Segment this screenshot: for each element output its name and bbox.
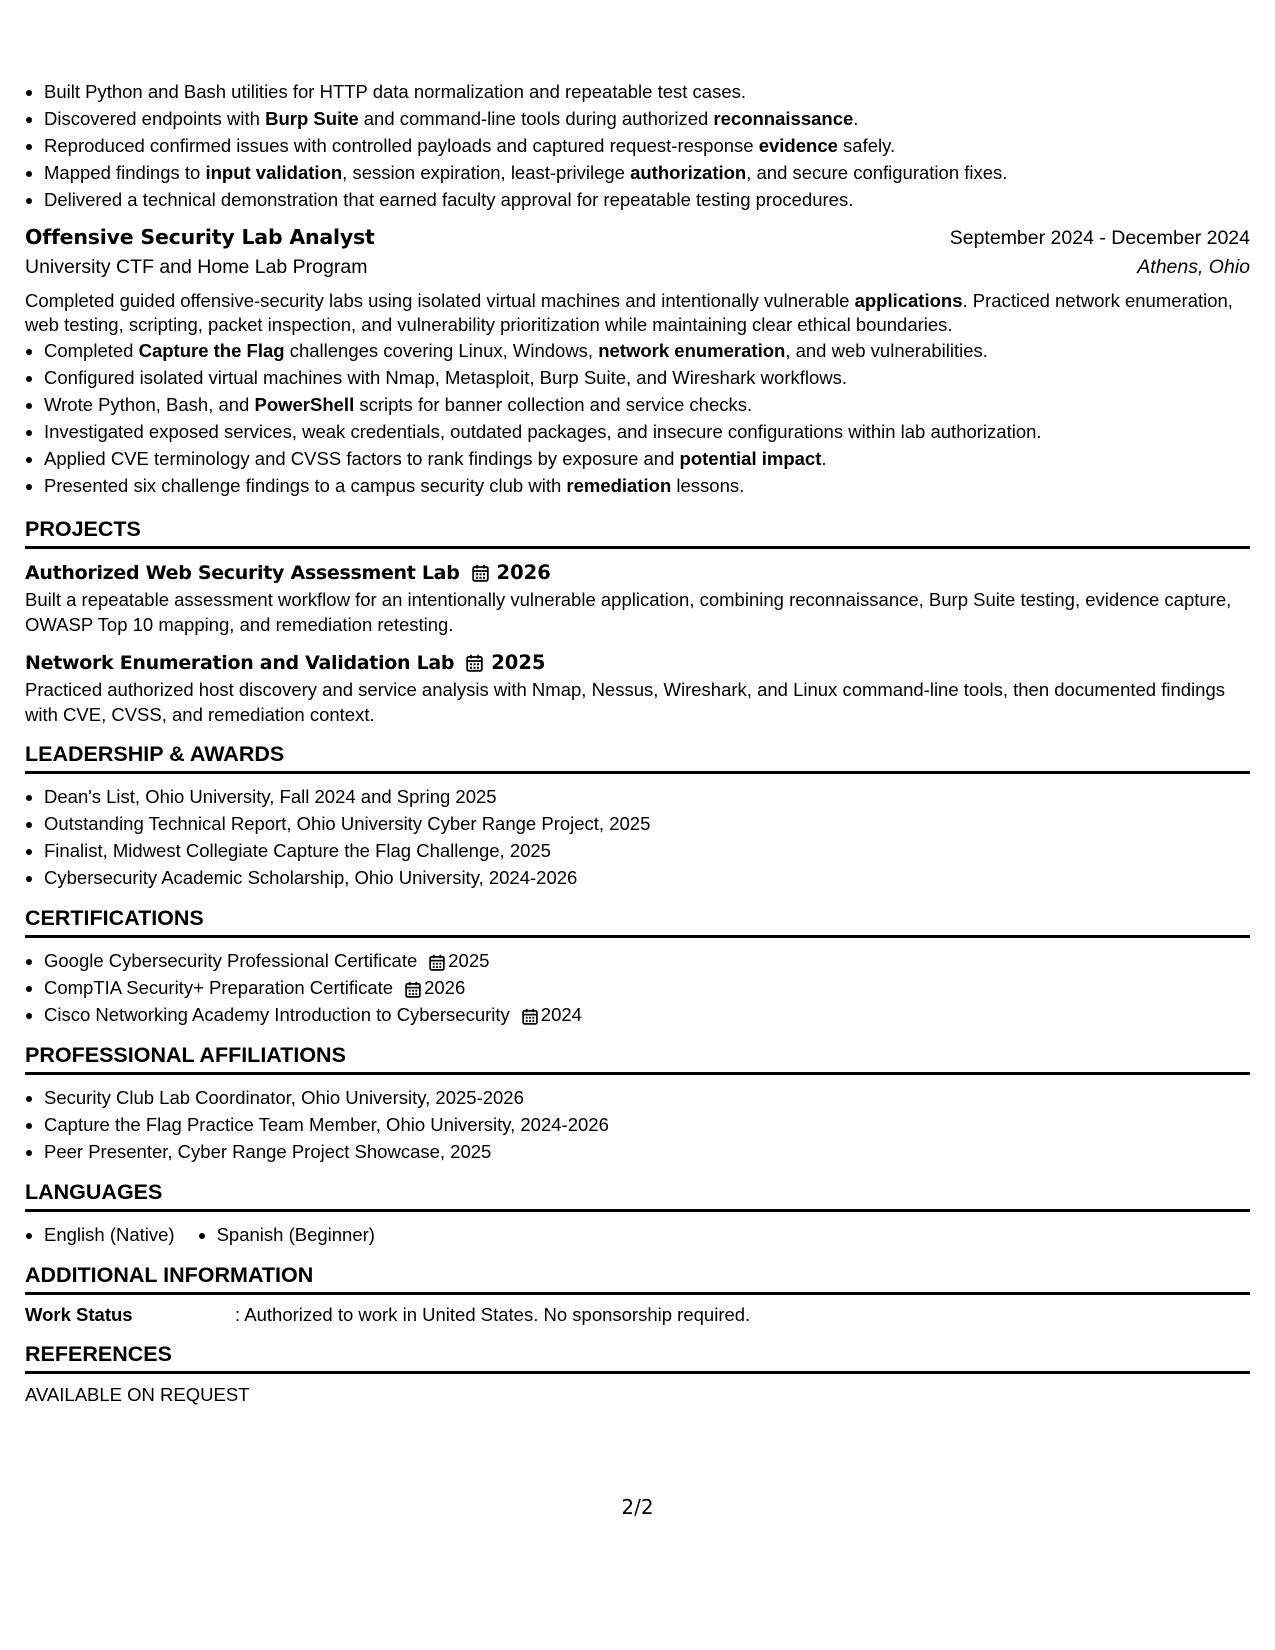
affiliations-list [25,1084,1250,1165]
list-item: • Discovered endpoints with Burp Suite and command-line tools during authorized reconnaissance. [44,105,1250,132]
language-item: • Spanish (Beginner) [217,1221,375,1248]
previous-role-bullets [25,78,1250,213]
certification-name: Google Cybersecurity Professional Certificate [44,950,418,971]
work-status-row [25,1303,1250,1327]
list-item [44,974,1250,1001]
job-location: Athens, Ohio [1137,256,1250,278]
certifications-list [25,947,1250,1028]
emphasis-text: network enumeration [598,340,786,361]
page-number: 2/2 [621,1495,654,1519]
list-item: • Finalist, Midwest Collegiate Capture the Flag Challenge, 2025 [44,837,1250,864]
list-item [44,1001,1250,1028]
references-text: AVAILABLE ON REQUEST [25,1384,250,1405]
list-item: • Reproduced confirmed issues with controlled payloads and captured request-response evidence safely. [44,132,1250,159]
calendar-icon [472,564,489,582]
emphasis-text: applications [854,290,963,311]
list-item: • Cybersecurity Academic Scholarship, Ohio University, 2024-2026 [44,864,1250,891]
emphasis-text: PowerShell [254,394,355,415]
list-item: • Presented six challenge findings to a campus security club with remediation lessons. [44,472,1250,499]
calendar-icon [522,1008,538,1025]
emphasis-text: reconnaissance [713,108,854,129]
work-status-value: : Authorized to work in United States. No sponsorship required. [235,1304,751,1325]
list-item: • Capture the Flag Practice Team Member, Ohio University, 2024-2026 [44,1111,1250,1138]
project-header [25,561,1250,584]
section-heading-affiliations: PROFESSIONAL AFFILIATIONS [25,1043,1250,1075]
list-item: • Delivered a technical demonstration that earned faculty approval for repeatable testing procedures. [44,186,1250,213]
certification-year: 2026 [424,977,466,998]
certification-name: CompTIA Security+ Preparation Certificate [44,977,394,998]
job-dates: September 2024 - December 2024 [949,227,1250,249]
resume-page [25,0,1250,1407]
job-title: Offensive Security Lab Analyst [25,225,375,249]
list-item: • Applied CVE terminology and CVSS factors to rank findings by exposure and potential impact. [44,445,1250,472]
emphasis-text: potential impact [679,448,822,469]
list-item: • Completed Capture the Flag challenges covering Linux, Windows, network enumeration, and web vulnerabilities. [44,337,1250,364]
list-item: • Dean's List, Ohio University, Fall 2024 and Spring 2025 [44,783,1250,810]
job-organization: University CTF and Home Lab Program [25,256,368,278]
project-name: Authorized Web Security Assessment Lab [25,561,460,584]
section-heading-additional-information: ADDITIONAL INFORMATION [25,1263,1250,1295]
work-status-label: Work Status [25,1304,133,1325]
list-item: • Configured isolated virtual machines with Nmap, Metasploit, Burp Suite, and Wireshark workflows. [44,364,1250,391]
calendar-icon [405,981,421,998]
section-heading-certifications: CERTIFICATIONS [25,906,1250,938]
list-item: • Investigated exposed services, weak credentials, outdated packages, and insecure configurations within lab authorization. [44,418,1250,445]
job-summary: Completed guided offensive-security labs using isolated virtual machines and intentionally vulnerable applications. Practiced network enumeration, web testing, scripting, packet inspection, and vulnerability prioritization while maintaining clear ethical boundaries. [25,290,1233,335]
section-heading-languages: LANGUAGES [25,1180,1250,1212]
list-item [44,947,1250,974]
project-name: Network Enumeration and Validation Lab [25,651,455,674]
project-description: Built a repeatable assessment workflow for an intentionally vulnerable application, combining reconnaissance, Burp Suite testing, evidence capture, OWASP Top 10 mapping, and remediation retesting. [25,589,1232,635]
list-item: • Wrote Python, Bash, and PowerShell scripts for banner collection and service checks. [44,391,1250,418]
emphasis-text: remediation [566,475,672,496]
list-item: • Built Python and Bash utilities for HTTP data normalization and repeatable test cases. [44,78,1250,105]
project-year: 2026 [496,561,551,584]
project-header [25,651,1250,674]
calendar-icon [466,654,483,672]
section-heading-projects: PROJECTS [25,517,1250,549]
certification-name: Cisco Networking Academy Introduction to Cybersecurity [44,1004,510,1025]
job-subheader [25,256,1250,279]
emphasis-text: Capture the Flag [138,340,285,361]
project-description: Practiced authorized host discovery and service analysis with Nmap, Nessus, Wireshark, and Linux command-line tools, then documented findings with CVE, CVSS, and remediation context. [25,679,1225,725]
certification-year: 2025 [448,950,490,971]
calendar-icon [429,954,445,971]
list-item: • Peer Presenter, Cyber Range Project Showcase, 2025 [44,1138,1250,1165]
section-heading-leadership: LEADERSHIP & AWARDS [25,742,1250,774]
list-item: • Outstanding Technical Report, Ohio University Cyber Range Project, 2025 [44,810,1250,837]
leadership-list [25,783,1250,891]
emphasis-text: evidence [758,135,838,156]
list-item: • Security Club Lab Coordinator, Ohio University, 2025-2026 [44,1084,1250,1111]
emphasis-text: input validation [205,162,343,183]
project-year: 2025 [491,651,546,674]
languages-list [25,1221,1250,1248]
job-bullets [25,337,1250,499]
list-item: • Mapped findings to input validation, session expiration, least-privilege authorization, and secure configuration fixes. [44,159,1250,186]
language-item: • English (Native) [44,1221,175,1248]
job-header [25,225,1250,250]
emphasis-text: Burp Suite [265,108,359,129]
emphasis-text: authorization [630,162,747,183]
certification-year: 2024 [540,1004,582,1025]
section-heading-references: REFERENCES [25,1342,1250,1374]
